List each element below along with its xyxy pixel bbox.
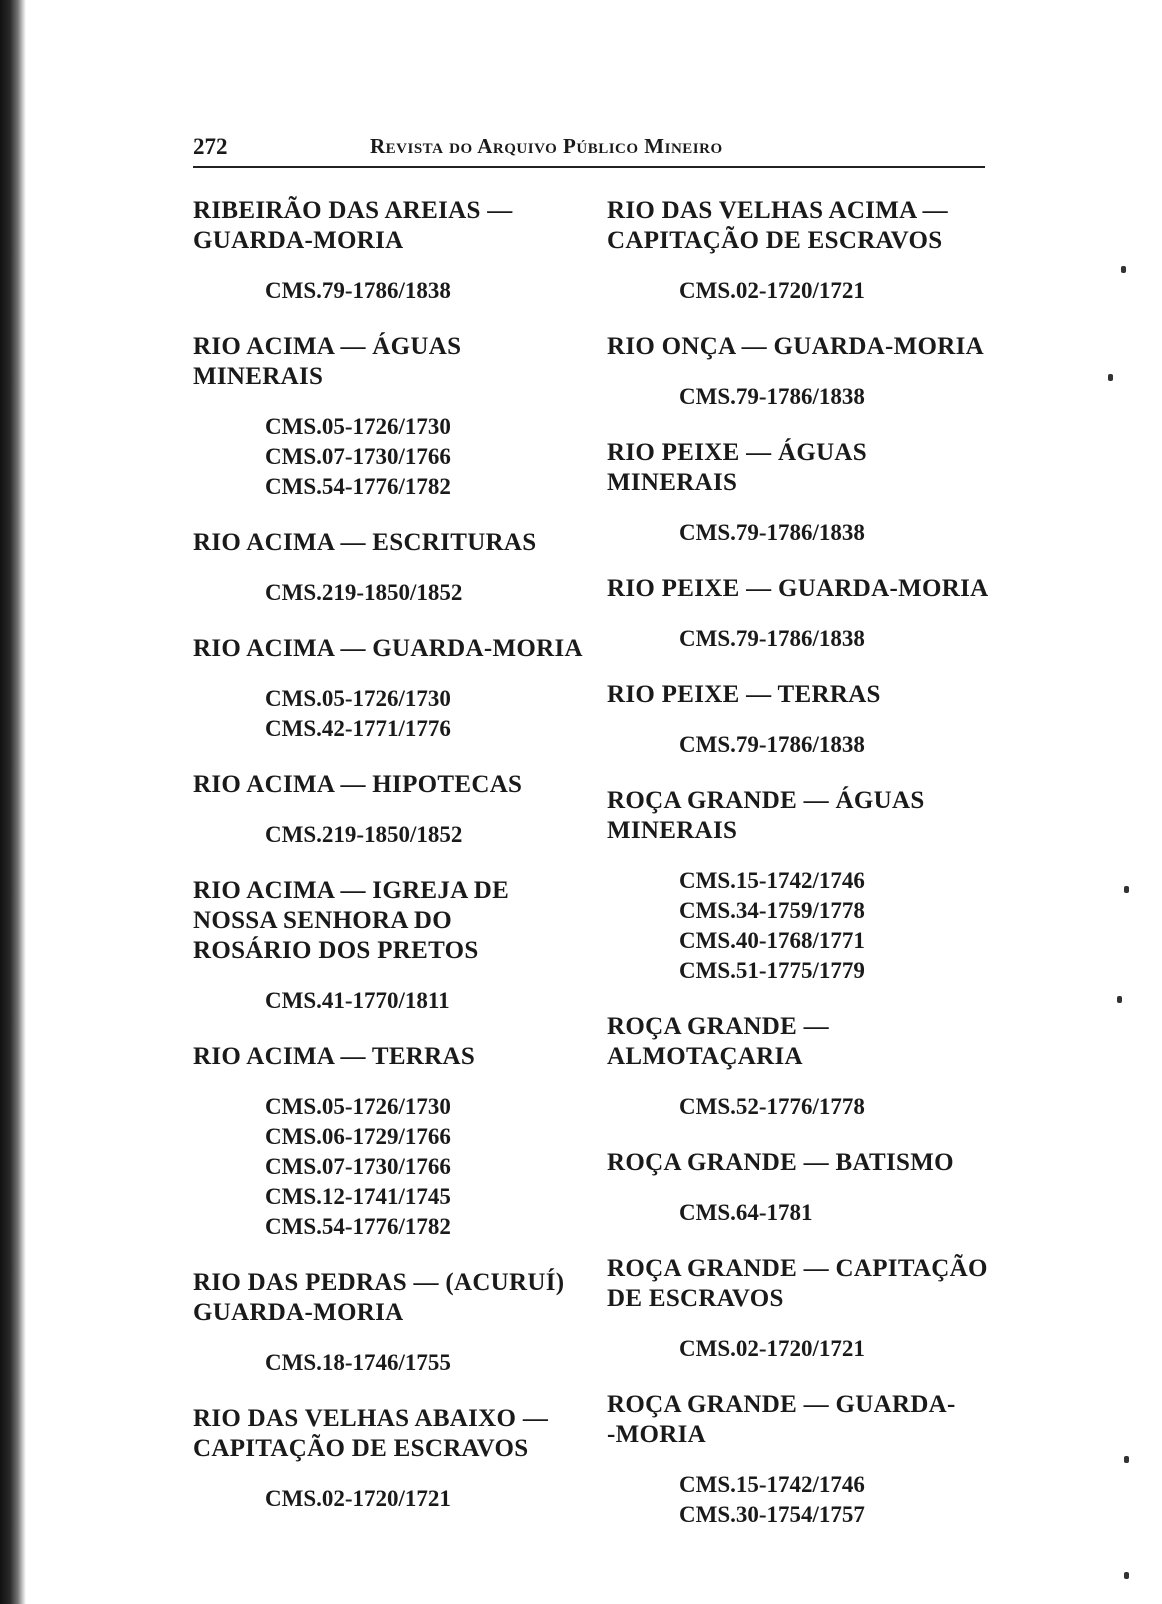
page-header <box>193 126 985 168</box>
entry-heading-line: RIO ACIMA — GUARDA-MORIA <box>193 635 583 662</box>
entry-heading-line: ROÇA GRANDE — GUARDA- <box>607 1391 956 1418</box>
entry-heading-line: RIO ACIMA — HIPOTECAS <box>193 771 523 798</box>
entry-heading <box>607 680 1007 710</box>
entry-reference: CMS.79-1786/1838 <box>679 732 865 757</box>
index-entry <box>607 1390 1007 1556</box>
index-entry <box>607 1254 1007 1390</box>
entry-heading <box>193 528 593 558</box>
entry-heading-line: ROÇA GRANDE — ÁGUAS <box>607 787 925 814</box>
entry-reference: CMS.02-1720/1721 <box>679 1336 865 1361</box>
entry-reference: CMS.05-1726/1730 <box>265 414 451 439</box>
entry-heading-line: ROÇA GRANDE — <box>607 1013 829 1040</box>
entry-reference: CMS.41-1770/1811 <box>265 988 450 1013</box>
entry-heading-line: MINERAIS <box>193 363 324 390</box>
entry-heading-line: MINERAIS <box>607 817 738 844</box>
entry-reference: CMS.79-1786/1838 <box>679 384 865 409</box>
entry-heading <box>193 332 593 392</box>
entry-reference: CMS.15-1742/1746 <box>679 1472 865 1497</box>
right-column <box>607 196 1007 1556</box>
entry-heading-line: MINERAIS <box>607 469 738 496</box>
index-entry <box>607 438 1007 574</box>
entry-heading-line: ALMOTAÇARIA <box>607 1043 803 1070</box>
entry-heading-line: RIO PEIXE — TERRAS <box>607 681 881 708</box>
entry-heading-line: RIO ACIMA — IGREJA DE <box>193 877 510 904</box>
ink-speck <box>1124 886 1129 893</box>
entry-heading <box>607 574 1007 604</box>
entry-heading <box>193 770 593 800</box>
left-column <box>193 196 593 1540</box>
index-entry <box>607 680 1007 786</box>
running-title: Revista do Arquivo Público Mineiro <box>370 134 723 158</box>
entry-heading-line: RIO ACIMA — ESCRITURAS <box>193 529 537 556</box>
entry-heading-line: GUARDA-MORIA <box>193 1299 404 1326</box>
entry-reference: CMS.79-1786/1838 <box>679 626 865 651</box>
index-entry <box>607 1148 1007 1254</box>
index-entry <box>607 332 1007 438</box>
page-number: 272 <box>193 134 228 159</box>
entry-heading-line: ROÇA GRANDE — BATISMO <box>607 1149 954 1176</box>
entry-reference: CMS.12-1741/1745 <box>265 1184 451 1209</box>
entry-heading-line: GUARDA-MORIA <box>193 227 404 254</box>
index-entry <box>607 786 1007 1012</box>
entry-heading <box>607 438 1007 498</box>
ink-speck <box>1124 1456 1129 1463</box>
index-entry <box>607 196 1007 332</box>
entry-heading-line: RIO ACIMA — ÁGUAS <box>193 333 462 360</box>
entry-reference: CMS.40-1768/1771 <box>679 928 865 953</box>
entry-heading <box>193 876 593 966</box>
entry-heading <box>607 196 1007 256</box>
entry-heading <box>607 1254 1007 1314</box>
entry-heading-line: DE ESCRAVOS <box>607 1285 784 1312</box>
entry-reference: CMS.30-1754/1757 <box>679 1502 865 1527</box>
entry-heading <box>607 786 1007 846</box>
entry-reference: CMS.54-1776/1782 <box>265 1214 451 1239</box>
entry-reference: CMS.07-1730/1766 <box>265 1154 451 1179</box>
index-entry <box>607 1012 1007 1148</box>
index-entry <box>193 770 593 876</box>
entry-heading-line: NOSSA SENHORA DO <box>193 907 453 934</box>
entry-reference: CMS.79-1786/1838 <box>265 278 451 303</box>
entry-heading-line: CAPITAÇÃO DE ESCRAVOS <box>607 227 943 254</box>
index-entry <box>193 332 593 528</box>
entry-reference: CMS.06-1729/1766 <box>265 1124 451 1149</box>
entry-heading-line: RIO ONÇA — GUARDA-MORIA <box>607 333 985 360</box>
index-entry <box>193 1268 593 1404</box>
entry-heading-line: RIO DAS PEDRAS — (ACURUÍ) <box>193 1269 565 1296</box>
entry-heading-line: ROÇA GRANDE — CAPITAÇÃO <box>607 1255 988 1282</box>
entry-reference: CMS.52-1776/1778 <box>679 1094 865 1119</box>
page-binding-shadow <box>0 0 26 1604</box>
entry-reference: CMS.15-1742/1746 <box>679 868 865 893</box>
entry-heading-line: RIO PEIXE — GUARDA-MORIA <box>607 575 989 602</box>
index-entry <box>193 634 593 770</box>
entry-heading <box>607 1390 1007 1450</box>
entry-heading <box>193 1042 593 1072</box>
entry-heading <box>193 1268 593 1328</box>
entry-reference: CMS.02-1720/1721 <box>265 1486 451 1511</box>
entry-heading <box>193 196 593 256</box>
entry-reference: CMS.79-1786/1838 <box>679 520 865 545</box>
entry-reference: CMS.51-1775/1779 <box>679 958 865 983</box>
index-entry <box>607 574 1007 680</box>
index-entry <box>193 876 593 1042</box>
entry-heading-line: RIO PEIXE — ÁGUAS <box>607 439 867 466</box>
index-entry <box>193 1042 593 1268</box>
entry-heading <box>607 332 1007 362</box>
entry-heading-line: ROSÁRIO DOS PRETOS <box>193 937 479 964</box>
ink-speck <box>1124 1572 1129 1579</box>
entry-heading <box>607 1012 1007 1072</box>
entry-heading <box>607 1148 1007 1178</box>
ink-speck <box>1117 996 1122 1003</box>
index-entry <box>193 196 593 332</box>
entry-heading <box>193 634 593 664</box>
entry-heading-line: RIBEIRÃO DAS AREIAS — <box>193 197 513 224</box>
entry-reference: CMS.34-1759/1778 <box>679 898 865 923</box>
entry-reference: CMS.05-1726/1730 <box>265 686 451 711</box>
entry-heading-line: -MORIA <box>607 1421 707 1448</box>
entry-reference: CMS.64-1781 <box>679 1200 813 1225</box>
entry-reference: CMS.42-1771/1776 <box>265 716 451 741</box>
index-entry <box>193 1404 593 1540</box>
ink-speck <box>1121 266 1126 273</box>
entry-heading <box>193 1404 593 1464</box>
entry-heading-line: RIO DAS VELHAS ACIMA — <box>607 197 948 224</box>
entry-reference: CMS.05-1726/1730 <box>265 1094 451 1119</box>
ink-speck <box>1108 374 1113 381</box>
entry-reference: CMS.07-1730/1766 <box>265 444 451 469</box>
entry-reference: CMS.54-1776/1782 <box>265 474 451 499</box>
entry-reference: CMS.219-1850/1852 <box>265 580 463 605</box>
entry-reference: CMS.219-1850/1852 <box>265 822 463 847</box>
entry-heading-line: RIO ACIMA — TERRAS <box>193 1043 476 1070</box>
entry-reference: CMS.18-1746/1755 <box>265 1350 451 1375</box>
entry-reference: CMS.02-1720/1721 <box>679 278 865 303</box>
index-entry <box>193 528 593 634</box>
entry-heading-line: CAPITAÇÃO DE ESCRAVOS <box>193 1435 529 1462</box>
entry-heading-line: RIO DAS VELHAS ABAIXO — <box>193 1405 549 1432</box>
